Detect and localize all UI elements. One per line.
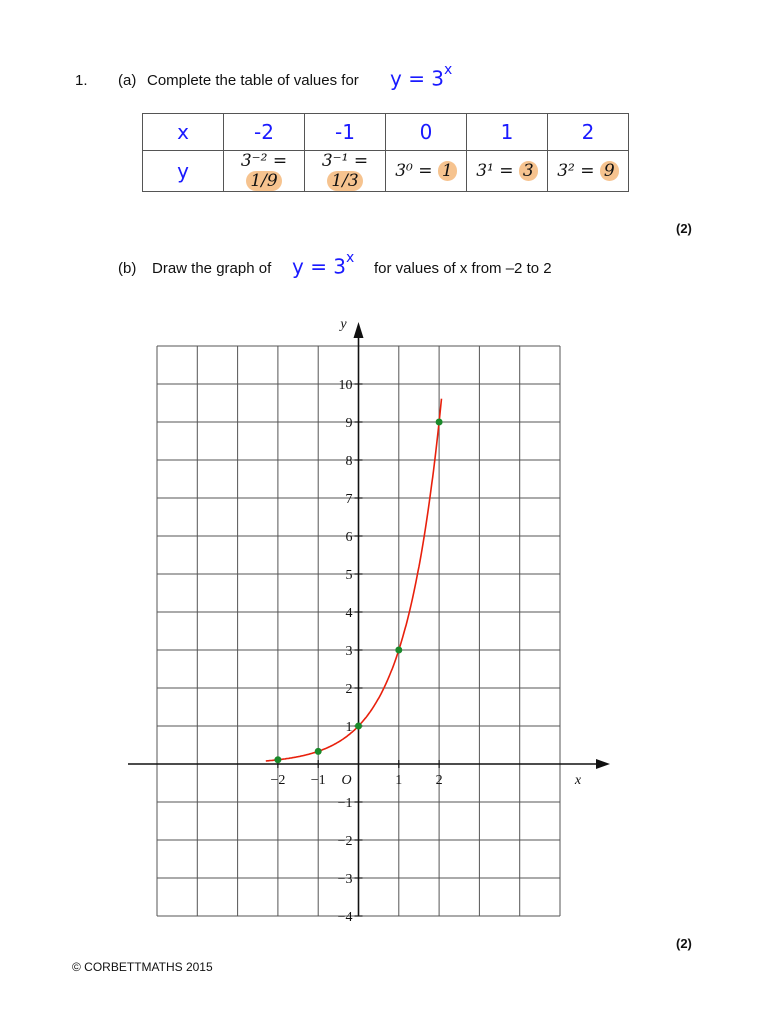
table-header-y: y [143, 151, 224, 192]
table-cell: 3⁰ = 1 [386, 151, 467, 192]
plotted-point [315, 748, 322, 755]
answer-highlight: 1/9 [246, 171, 281, 191]
y-axis-label: y [340, 317, 347, 332]
y-tick-label: 6 [345, 530, 353, 545]
part-a-text: Complete the table of values for [147, 72, 359, 89]
table-cell: -1 [305, 114, 386, 151]
y-tick-label: −1 [337, 796, 353, 811]
origin-label: O [341, 773, 352, 788]
answer-highlight: 1/3 [327, 171, 362, 191]
y-axis-arrow [354, 322, 364, 338]
x-tick-label: 1 [395, 773, 403, 788]
part-b-text: Draw the graph of [152, 260, 272, 277]
x-axis-arrow [596, 759, 610, 769]
part-b-equation: $y = 3^x$ [292, 250, 355, 279]
table-cell: 3² = 9 [548, 151, 629, 192]
answer-highlight: 9 [600, 161, 619, 181]
y-tick-label: 2 [345, 682, 353, 697]
y-tick-label: 1 [345, 720, 353, 735]
y-tick-label: −3 [337, 872, 353, 887]
x-tick-label: 2 [435, 773, 443, 788]
part-b-range-text: for values of x from –2 to 2 [374, 260, 552, 277]
y-tick-label: 4 [345, 606, 353, 621]
table-cell: 3⁻² = 1/9 [224, 151, 305, 192]
table-cell: 3¹ = 3 [467, 151, 548, 192]
table-cell: 0 [386, 114, 467, 151]
table-cell: 2 [548, 114, 629, 151]
y-tick-label: 10 [338, 378, 353, 393]
plotted-point [395, 647, 402, 654]
marks-a: (2) [676, 221, 692, 236]
answer-highlight: 3 [519, 161, 538, 181]
plotted-point [274, 756, 281, 763]
question-number: 1. [75, 72, 88, 89]
y-tick-label: 7 [345, 492, 353, 507]
answer-highlight: 1 [438, 161, 457, 181]
table-cell: 3⁻¹ = 1/3 [305, 151, 386, 192]
table-cell: 1 [467, 114, 548, 151]
marks-b: (2) [676, 936, 692, 951]
curve-y-equals-3-to-x [266, 399, 442, 761]
x-tick-label: −1 [310, 773, 326, 788]
plotted-point [355, 723, 362, 730]
footer-copyright: © CORBETTMATHS 2015 [72, 960, 213, 974]
y-tick-label: 9 [345, 416, 353, 431]
table-cell: -2 [224, 114, 305, 151]
part-a-equation: $y = 3^x$ [390, 62, 453, 91]
y-tick-label: −2 [337, 834, 353, 849]
y-tick-label: 5 [345, 568, 353, 583]
plotted-point [436, 419, 443, 426]
table-header-x: x [143, 114, 224, 151]
part-b-label: (b) [118, 260, 137, 277]
x-tick-label: −2 [270, 773, 286, 788]
y-tick-label: 8 [345, 454, 353, 469]
y-tick-label: −4 [337, 910, 353, 925]
y-tick-label: 3 [345, 644, 353, 659]
part-a-label: (a) [118, 72, 137, 89]
x-axis-label: x [574, 773, 582, 788]
